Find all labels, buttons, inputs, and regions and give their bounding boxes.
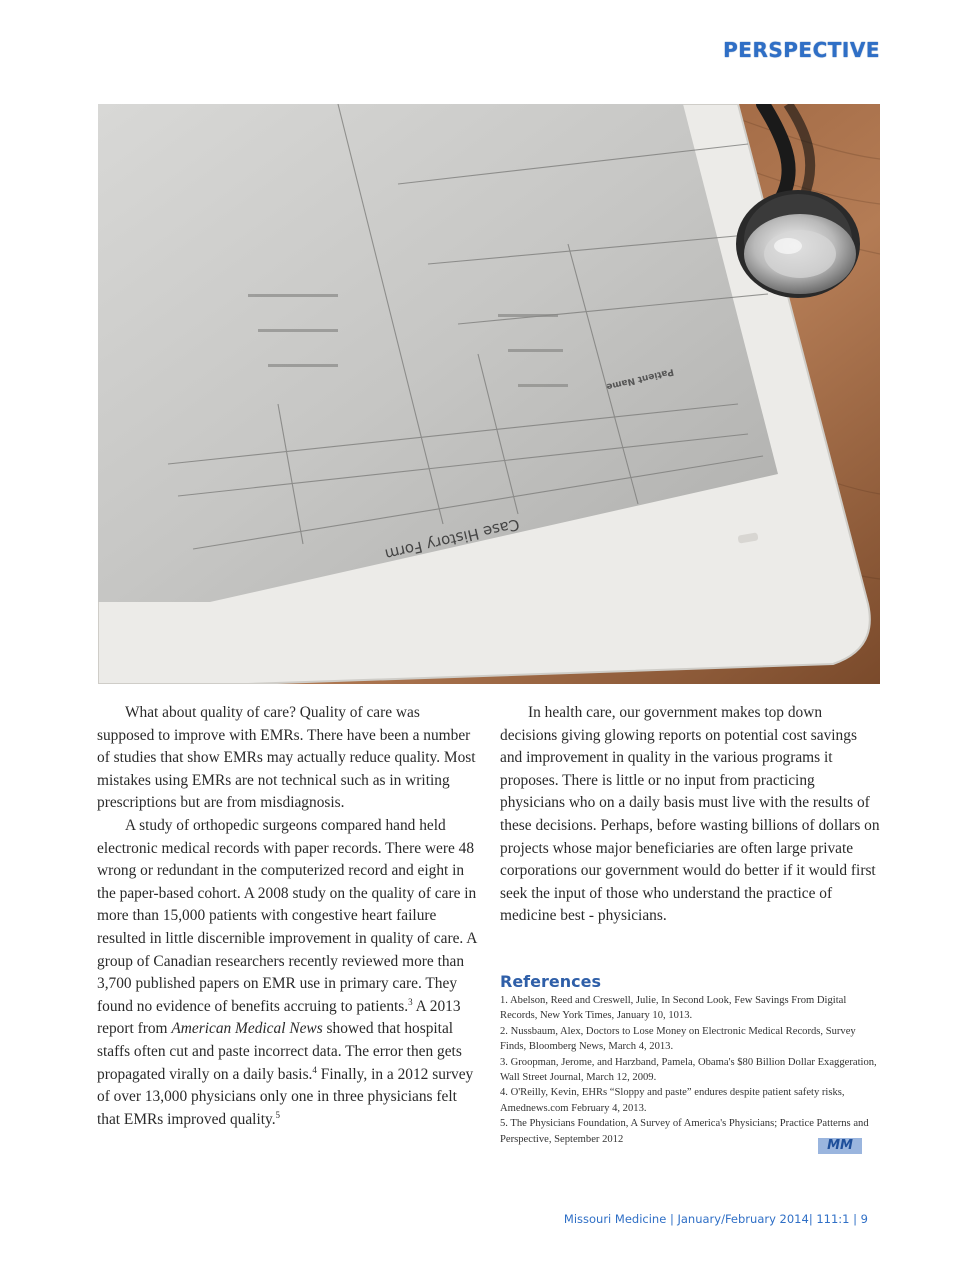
citation-4: 4 bbox=[312, 1064, 317, 1075]
left-p2-text-3: showed that hospital staffs often cut and paste incorrect data. The error then gets propagated virally on a daily basis. bbox=[97, 1020, 462, 1083]
publication-name: American Medical News bbox=[171, 1020, 323, 1038]
form-title-text: Case History Form bbox=[383, 515, 522, 564]
reference-item: 1. Abelson, Reed and Creswell, Julie, In Second Look, Few Savings From Digital Records, New York Times, January 10, 1013. bbox=[500, 995, 847, 1022]
left-p2-text-2: A 2013 report from bbox=[97, 997, 461, 1038]
left-p2-text-4: Finally, in a 2012 survey of over 13,000 physicians only one in three physicians felt that EMRs improved quality. bbox=[97, 1065, 474, 1128]
right-paragraph-1: In health care, our government makes top down decisions giving glowing reports on potential cost savings and improvement in quality in the various programs it proposes. There is little or no input from practicing physicians who on a daily basis must live with the results of these decisions. Perhaps, before wasting billions of dollars on projects whose major beneficiaries are often large private corporations our government would do better if it would first seek the input of those who understand the practice of medicine best - physicians. bbox=[500, 704, 880, 925]
left-p2-text-1: A study of orthopedic surgeons compared hand held electronic medical records with paper records. There were 48 wrong or redundant in the computerized record and eight in the paper-based cohort. A 2008 study on the quality of care in more than 15,000 patients with congestive heart failure resulted in little discernible improvement in quality of care. A group of Canadian researchers recently reviewed more than 3,700 published papers on EMR use in primary care. They found no evidence of benefits accruing to patients. bbox=[97, 816, 477, 1015]
references-heading: References bbox=[500, 972, 601, 991]
left-paragraph-2 bbox=[97, 815, 477, 1131]
reference-item: 3. Groopman, Jerome, and Harzband, Pamela, Obama's $80 Billion Dollar Exaggeration, Wall Street Journal, March 12, 2009. bbox=[500, 1056, 877, 1084]
reference-item: 4. O'Reilly, Kevin, EHRs “Sloppy and paste” endures despite patient safety risks, Amednews.com February 4, 2013. bbox=[500, 1087, 845, 1114]
mm-logo: MM bbox=[818, 1138, 862, 1154]
left-column bbox=[97, 702, 477, 1131]
section-label: PERSPECTIVE bbox=[723, 38, 880, 62]
right-column bbox=[500, 702, 882, 928]
patient-label-text: Patient Name bbox=[605, 366, 675, 392]
left-paragraph-1: What about quality of care? Quality of care was supposed to improve with EMRs. There have been a number of studies that show EMRs may actually reduce quality. Most mistakes using EMRs are not technical such as in writing prescriptions but are from misdiagnosis. bbox=[97, 704, 476, 812]
reference-item: 2. Nussbaum, Alex, Doctors to Lose Money on Electronic Medical Records, Survey Finds, Bloomberg News, March 4, 2013. bbox=[500, 1025, 856, 1053]
citation-3: 3 bbox=[408, 996, 413, 1007]
tablet-stethoscope-photo bbox=[98, 104, 880, 684]
references-list bbox=[500, 993, 882, 1147]
page-footer: Missouri Medicine | January/February 2014| 111:1 | 9 bbox=[563, 1212, 868, 1226]
citation-5: 5 bbox=[275, 1109, 281, 1120]
reference-item: 5. The Physicians Foundation, A Survey of America's Physicians; Practice Patterns and Perspective, September 2012 bbox=[500, 1118, 869, 1145]
